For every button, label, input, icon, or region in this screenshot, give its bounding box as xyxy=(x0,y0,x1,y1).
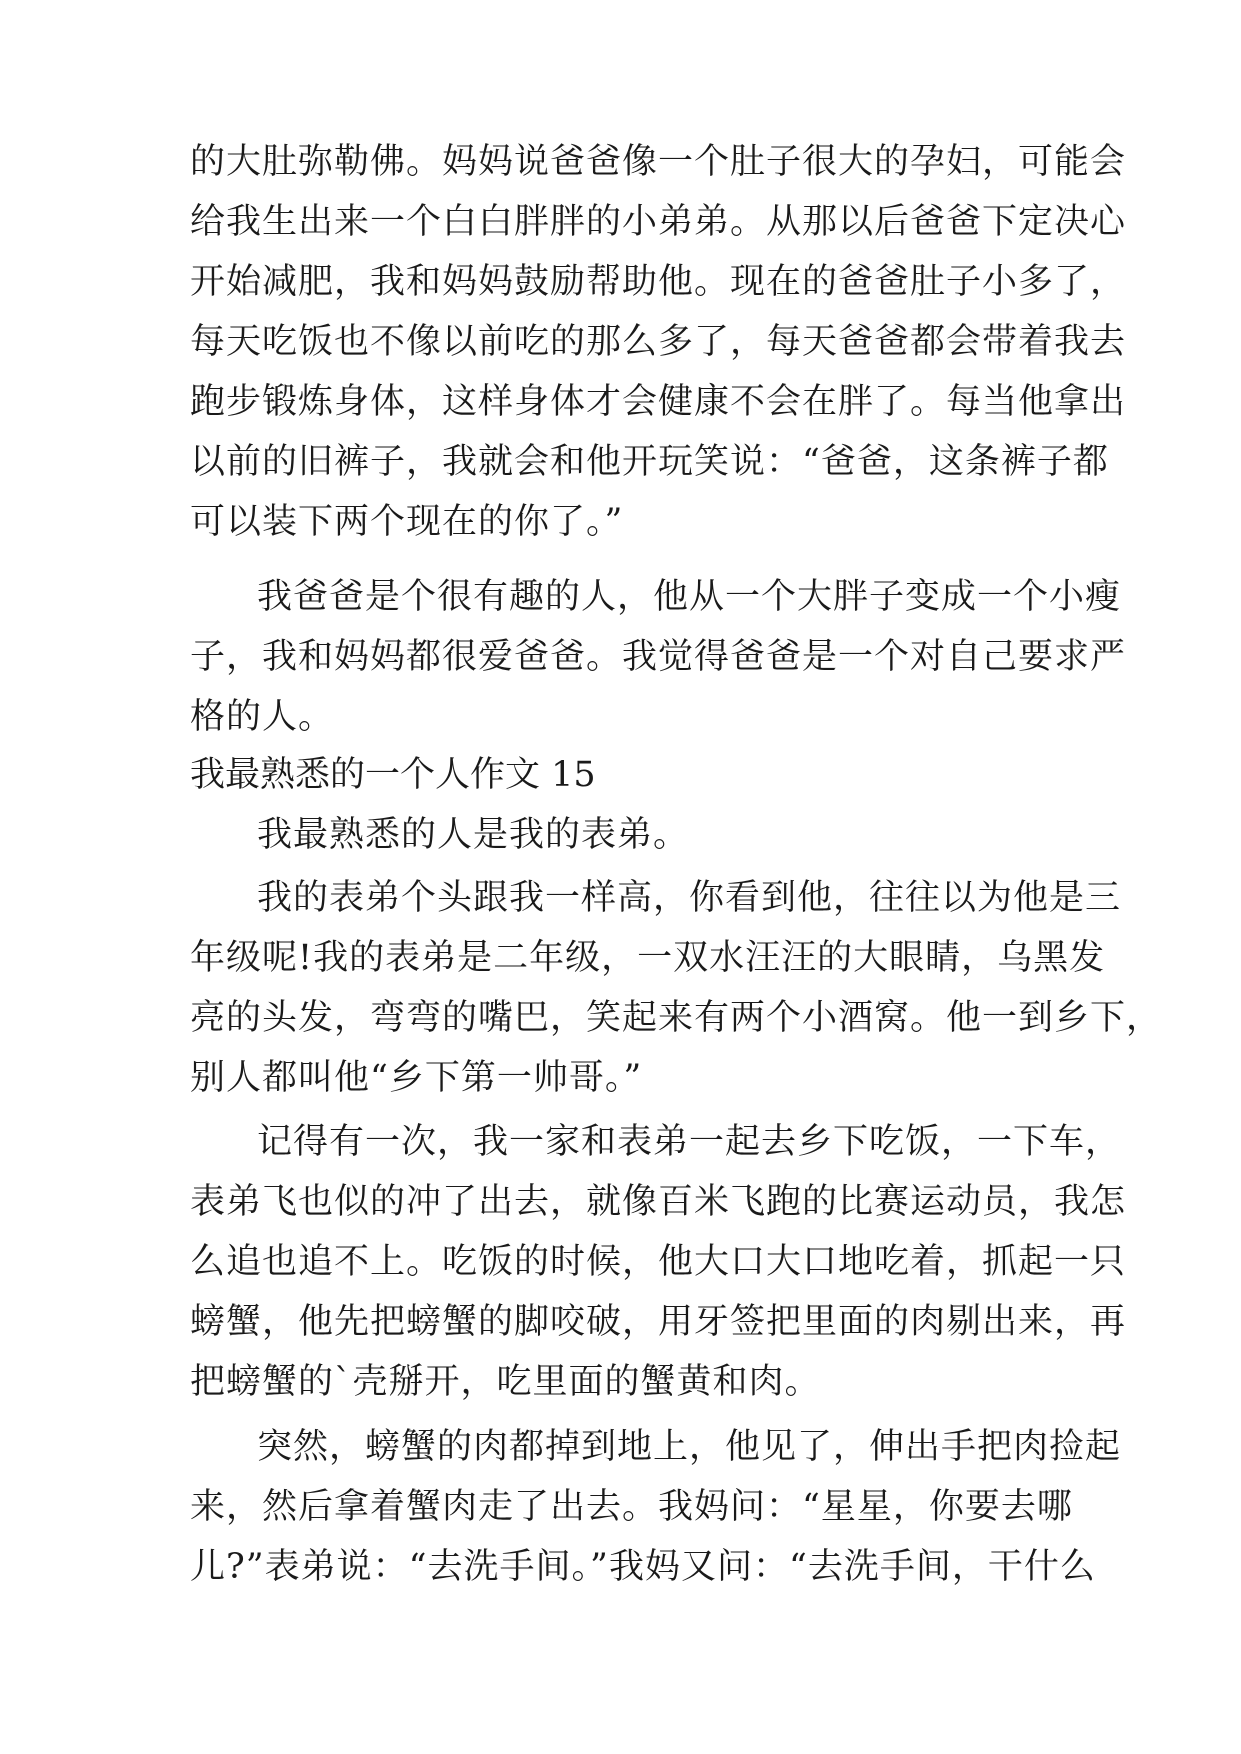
text-line: 子，我和妈妈都很爱爸爸。我觉得爸爸是一个对自己要求严 xyxy=(190,637,1127,677)
text-line: 亮的头发，弯弯的嘴巴，笑起来有两个小酒窝。他一到乡下， xyxy=(190,998,1163,1038)
text-line: 以前的旧裤子，我就会和他开玩笑说：“爸爸，这条裤子都 xyxy=(190,442,1109,482)
text-line: 别人都叫他“乡下第一帅哥。” xyxy=(190,1058,643,1098)
text-line: 可以装下两个现在的你了。” xyxy=(190,502,624,542)
text-line: 格的人。 xyxy=(190,697,335,737)
text-line: 螃蟹，他先把螃蟹的脚咬破，用牙签把里面的肉剔出来，再 xyxy=(190,1302,1127,1342)
text-line: 么追也追不上。吃饭的时候，他大口大口地吃着，抓起一只 xyxy=(190,1242,1127,1282)
text-line: 开始减肥，我和妈妈鼓励帮助他。现在的爸爸肚子小多了， xyxy=(190,262,1127,302)
text-line: 表弟飞也似的冲了出去，就像百米飞跑的比赛运动员，我怎 xyxy=(190,1182,1127,1222)
text-line: 儿?”表弟说：“去洗手间。”我妈又问：“去洗手间，干什么 xyxy=(190,1547,1096,1587)
paragraph-first-line: 记得有一次，我一家和表弟一起去乡下吃饭，一下车， xyxy=(257,1122,1122,1162)
paragraph-first-line: 我最熟悉的人是我的表弟。 xyxy=(257,815,690,855)
text-line: 给我生出来一个白白胖胖的小弟弟。从那以后爸爸下定决心 xyxy=(190,202,1127,242)
text-line: 把螃蟹的`壳掰开，吃里面的蟹黄和肉。 xyxy=(190,1362,821,1402)
text-line: 来，然后拿着蟹肉走了出去。我妈问：“星星，你要去哪 xyxy=(190,1487,1073,1527)
text-line: 年级呢!我的表弟是二年级，一双水汪汪的大眼睛，乌黑发 xyxy=(190,938,1106,978)
paragraph-first-line: 我的表弟个头跟我一样高，你看到他，往往以为他是三 xyxy=(257,878,1122,918)
section-heading: 我最熟悉的一个人作文 15 xyxy=(190,755,596,795)
paragraph-first-line: 我爸爸是个很有趣的人，他从一个大胖子变成一个小瘦 xyxy=(257,577,1122,617)
text-line: 的大肚弥勒佛。妈妈说爸爸像一个肚子很大的孕妇，可能会 xyxy=(190,142,1127,182)
paragraph-first-line: 突然，螃蟹的肉都掉到地上，他见了，伸出手把肉捡起 xyxy=(257,1427,1122,1467)
text-line: 每天吃饭也不像以前吃的那么多了，每天爸爸都会带着我去 xyxy=(190,322,1127,362)
text-line: 跑步锻炼身体，这样身体才会健康不会在胖了。每当他拿出 xyxy=(190,382,1127,422)
